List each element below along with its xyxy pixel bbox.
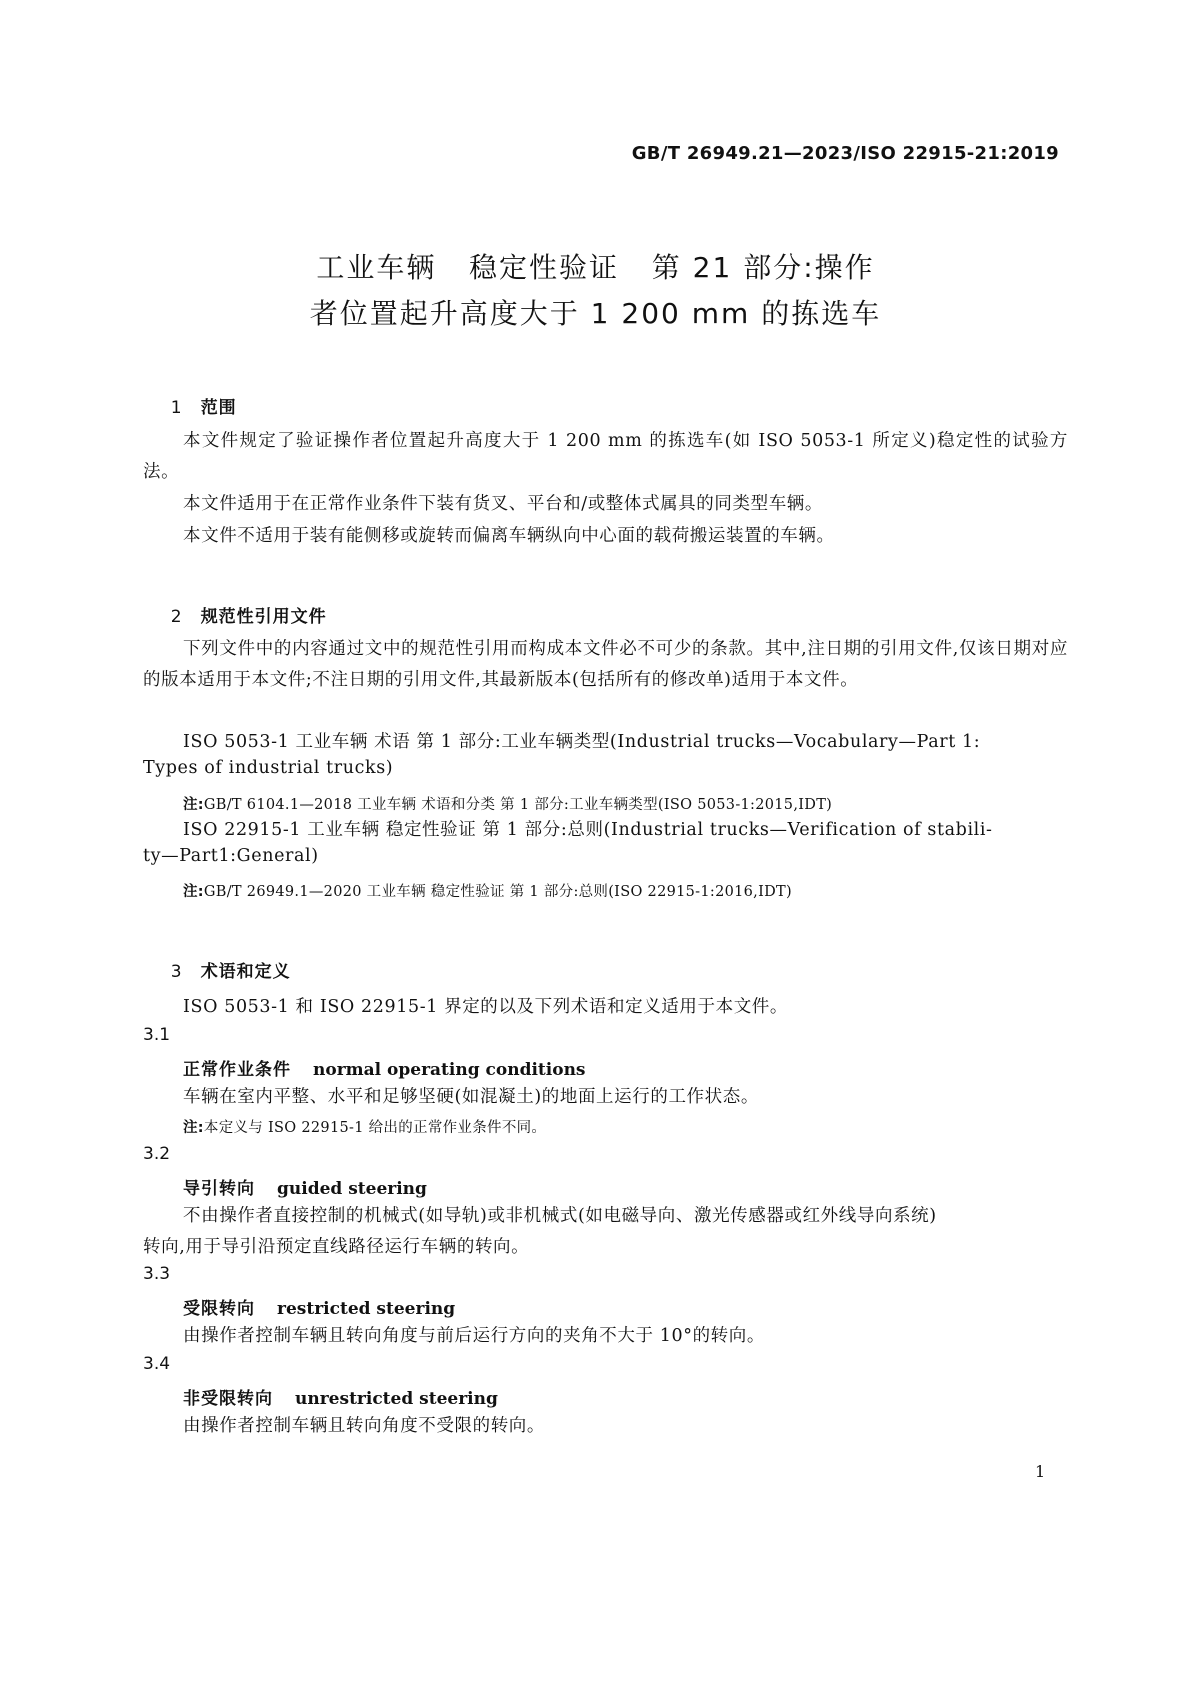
page-number: 1 <box>1035 1462 1046 1481</box>
term-chinese: 非受限转向 <box>183 1389 273 1409</box>
section-2-intro: 下列文件中的内容通过文中的规范性引用而构成本文件必不可少的条款。其中,注日期的引用文件,仅该日期对应的版本适用于本文件;不注日期的引用文件,其最新版本(包括所有的修改单)适用于本文件。 <box>143 639 1068 690</box>
note-label: 注: <box>183 884 204 900</box>
note-text: 本定义与 ISO 22915-1 给出的正常作业条件不同。 <box>203 1120 547 1136</box>
reference-2-line-2: ty—Part1:General) <box>143 846 319 866</box>
term-english: unrestricted steering <box>295 1389 498 1409</box>
section-number: 3 <box>170 962 183 982</box>
section-title: 范围 <box>200 398 237 418</box>
term-3-1-definition: 车辆在室内平整、水平和足够坚硬(如混凝土)的地面上运行的工作状态。 <box>183 1087 759 1107</box>
section-1-paragraph-3: 本文件不适用于装有能侧移或旋转而偏离车辆纵向中心面的载荷搬运装置的车辆。 <box>183 526 835 546</box>
section-number: 1 <box>170 398 183 418</box>
section-1-paragraph-2: 本文件适用于在正常作业条件下装有货叉、平台和/或整体式属具的同类型车辆。 <box>183 494 823 514</box>
note-text: GB/T 6104.1—2018 工业车辆 术语和分类 第 1 部分:工业车辆类型(ISO 5053-1:2015,IDT) <box>203 797 833 813</box>
reference-2-note <box>183 880 792 901</box>
document-title-line-2: 者位置起升高度大于 1 200 mm 的拣选车 <box>309 297 882 330</box>
section-1-paragraph-1: 本文件规定了验证操作者位置起升高度大于 1 200 mm 的拣选车(如 ISO 5053-1 所定义)稳定性的试验方法。 <box>143 431 1068 482</box>
reference-2-line-1: ISO 22915-1 工业车辆 稳定性验证 第 1 部分:总则(Industrial trucks—Verification of stabili- <box>183 820 993 840</box>
term-3-4 <box>183 1384 498 1409</box>
term-3-1-note <box>183 1116 546 1137</box>
term-chinese: 正常作业条件 <box>183 1060 291 1080</box>
term-english: normal operating conditions <box>313 1060 586 1080</box>
standard-code: GB/T 26949.21—2023/ISO 22915-21:2019 <box>631 143 1059 164</box>
clause-number: 3.1 <box>143 1025 171 1045</box>
term-english: guided steering <box>277 1179 427 1199</box>
term-chinese: 受限转向 <box>183 1299 255 1319</box>
note-text: GB/T 26949.1—2020 工业车辆 稳定性验证 第 1 部分:总则(ISO 22915-1:2016,IDT) <box>203 884 792 900</box>
reference-1-note <box>183 793 832 814</box>
term-3-1 <box>183 1055 586 1080</box>
clause-number: 3.3 <box>143 1264 171 1284</box>
term-english: restricted steering <box>277 1299 456 1319</box>
section-title: 术语和定义 <box>200 962 291 982</box>
term-3-2-definition-line-1: 不由操作者直接控制的机械式(如导轨)或非机械式(如电磁导向、激光传感器或红外线导向系统) <box>183 1206 937 1226</box>
section-3-intro: ISO 5053-1 和 ISO 22915-1 界定的以及下列术语和定义适用于本文件。 <box>183 997 789 1017</box>
term-3-3 <box>183 1294 455 1319</box>
section-title: 规范性引用文件 <box>200 607 327 627</box>
term-3-2-definition-line-2: 转向,用于导引沿预定直线路径运行车辆的转向。 <box>143 1237 530 1257</box>
document-title-line-1: 工业车辆 稳定性验证 第 21 部分:操作 <box>316 251 875 284</box>
section-number: 2 <box>170 607 183 627</box>
term-3-3-definition: 由操作者控制车辆且转向角度与前后运行方向的夹角不大于 10°的转向。 <box>183 1326 765 1346</box>
note-label: 注: <box>183 1120 204 1136</box>
term-3-2 <box>183 1174 427 1199</box>
clause-number: 3.4 <box>143 1354 171 1374</box>
note-label: 注: <box>183 797 204 813</box>
term-chinese: 导引转向 <box>183 1179 255 1199</box>
reference-1-line-1: ISO 5053-1 工业车辆 术语 第 1 部分:工业车辆类型(Industrial trucks—Vocabulary—Part 1: <box>183 732 981 752</box>
clause-number: 3.2 <box>143 1144 171 1164</box>
term-3-4-definition: 由操作者控制车辆且转向角度不受限的转向。 <box>183 1416 545 1436</box>
reference-1-line-2: Types of industrial trucks) <box>143 758 394 778</box>
